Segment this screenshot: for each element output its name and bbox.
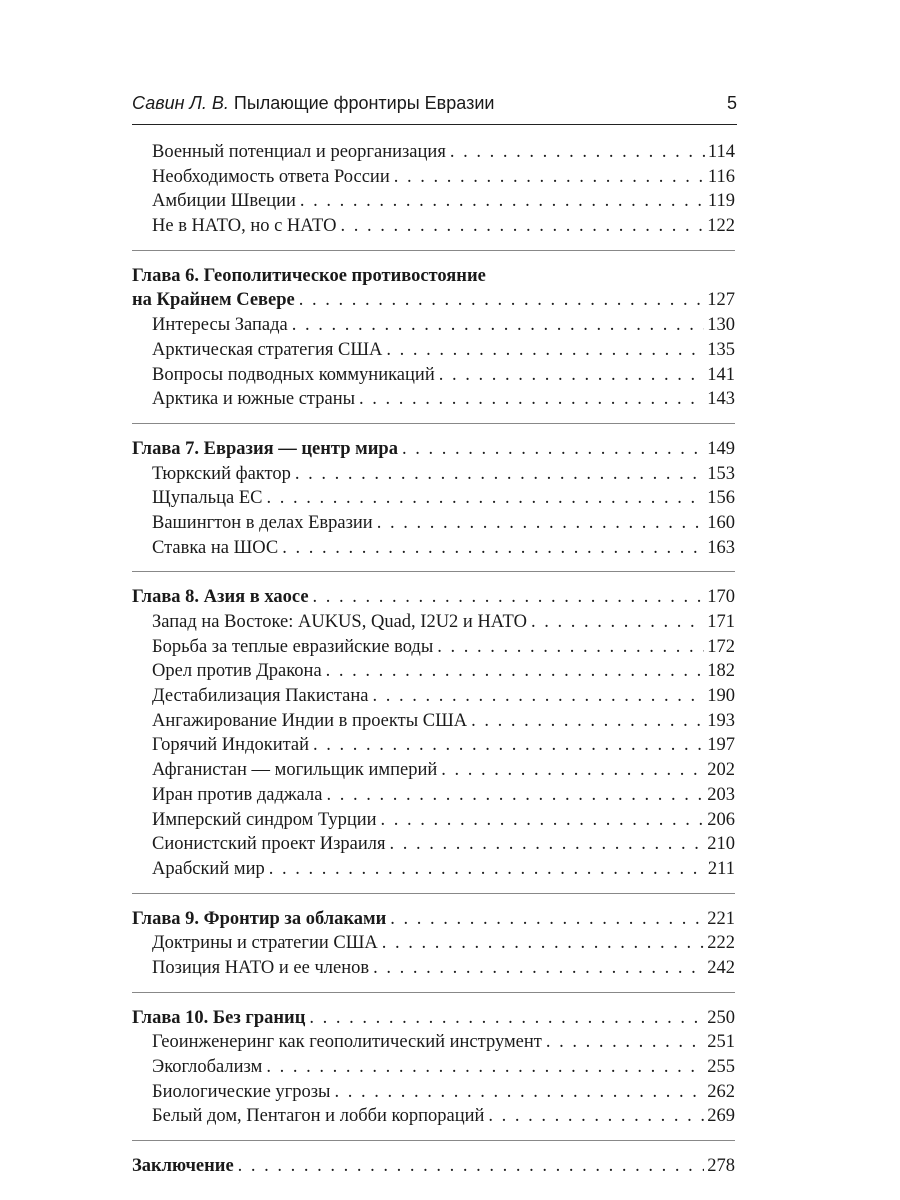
toc-entry[interactable] <box>132 635 735 660</box>
toc-entry-page: 153 <box>707 463 735 484</box>
dot-leader <box>471 709 704 734</box>
dot-leader <box>326 783 704 808</box>
dot-leader <box>299 288 705 313</box>
dot-leader <box>359 387 704 412</box>
toc-entry-page: 163 <box>707 537 735 558</box>
toc-entry-page: 242 <box>707 957 735 978</box>
dot-leader <box>266 1055 704 1080</box>
chapter-page: 127 <box>707 290 735 311</box>
chapter-title: Глава 7. Евразия — центр мира <box>132 438 398 459</box>
toc-entry-page: 190 <box>707 686 735 707</box>
dot-leader <box>295 462 704 487</box>
toc-entry-title: Горячий Индокитай <box>152 735 310 756</box>
toc-entry-page: 172 <box>707 636 735 657</box>
toc-entry-page: 202 <box>707 760 735 781</box>
dot-leader <box>546 1030 704 1055</box>
dot-leader <box>309 1006 704 1031</box>
toc-entry-title: Интересы Запада <box>152 315 288 336</box>
toc-entry-page: 269 <box>707 1106 735 1127</box>
toc-entry[interactable] <box>132 659 735 684</box>
dot-leader <box>340 214 704 239</box>
dot-leader <box>373 956 704 981</box>
dot-leader <box>531 610 704 635</box>
dot-leader <box>390 832 705 857</box>
toc-entry[interactable] <box>132 189 735 214</box>
toc-entry[interactable] <box>132 832 735 857</box>
toc-entry-page: 141 <box>707 364 735 385</box>
toc-entry-title: Запад на Востоке: AUKUS, Quad, I2U2 и НАТО <box>152 612 527 632</box>
toc-entry-page: 251 <box>707 1032 735 1053</box>
toc-entry[interactable] <box>132 387 735 412</box>
toc-entry-page: 119 <box>707 191 735 212</box>
author-name: Савин Л. В. <box>132 92 229 113</box>
toc-entry[interactable] <box>132 931 735 956</box>
toc-entry[interactable] <box>132 1080 735 1105</box>
toc-entry-page: 262 <box>707 1081 735 1102</box>
toc-entry-title: Необходимость ответа России <box>152 166 390 187</box>
chapter-title-line1[interactable]: Глава 6. Геополитическое противостояние <box>132 265 486 286</box>
dot-leader <box>441 758 704 783</box>
chapter-entry[interactable] <box>132 1154 735 1179</box>
toc-entry-title: Имперский синдром Турции <box>152 809 377 830</box>
toc-entry-title: Сионистский проект Израиля <box>152 834 386 855</box>
toc-entry-page: 116 <box>707 166 735 187</box>
toc-entry[interactable] <box>132 1055 735 1080</box>
section-divider <box>132 992 735 993</box>
dot-leader <box>377 511 705 536</box>
dot-leader <box>386 338 704 363</box>
chapter-title: Глава 9. Фронтир за облаками <box>132 908 387 929</box>
toc-entry-title: Геоинженеринг как геополитический инструмент <box>152 1032 542 1053</box>
table-of-contents <box>132 140 735 1179</box>
chapter-entry[interactable] <box>132 437 735 462</box>
section-divider <box>132 571 735 572</box>
dot-leader <box>313 585 705 610</box>
toc-entry-title: Биологические угрозы <box>152 1081 331 1102</box>
running-head <box>132 88 737 118</box>
toc-entry-page: 160 <box>707 512 735 533</box>
toc-entry-title: Амбиции Швеции <box>152 191 296 212</box>
toc-entry-title: Ставка на ШОС <box>152 537 279 558</box>
toc-entry[interactable] <box>132 462 735 487</box>
dot-leader <box>372 684 704 709</box>
toc-entry-title: Вашингтон в делах Евразии <box>152 512 373 533</box>
dot-leader <box>437 635 704 660</box>
toc-entry-title: Орел против Дракона <box>152 661 322 682</box>
dot-leader <box>282 536 704 561</box>
toc-entry-page: 206 <box>707 809 735 830</box>
toc-entry-title: Борьба за теплые евразийские воды <box>152 636 434 657</box>
toc-entry-page: 171 <box>707 612 735 632</box>
chapter-page: 221 <box>707 908 735 929</box>
toc-entry[interactable] <box>132 363 735 388</box>
chapter-page: 278 <box>707 1156 735 1177</box>
toc-entry-title: Белый дом, Пентагон и лобби корпораций <box>152 1106 485 1127</box>
toc-entry-page: 222 <box>707 933 735 954</box>
toc-entry-title: Арктика и южные страны <box>152 389 356 410</box>
toc-entry[interactable] <box>132 140 735 165</box>
dot-leader <box>335 1080 705 1105</box>
toc-entry[interactable] <box>132 857 735 882</box>
chapter-title: на Крайнем Севере <box>132 290 295 311</box>
toc-entry[interactable] <box>132 758 735 783</box>
dot-leader <box>402 437 704 462</box>
toc-entry[interactable] <box>132 486 735 511</box>
dot-leader <box>382 931 705 956</box>
toc-entry[interactable] <box>132 165 735 190</box>
chapter-page: 149 <box>707 438 735 459</box>
section-divider <box>132 423 735 424</box>
toc-entry-title: Щупальца ЕС <box>152 488 263 509</box>
dot-leader <box>390 907 704 932</box>
dot-leader <box>326 659 705 684</box>
toc-entry[interactable] <box>132 684 735 709</box>
toc-entry-page: 130 <box>707 315 735 336</box>
dot-leader <box>238 1154 705 1179</box>
toc-entry-title: Ангажирование Индии в проекты США <box>152 710 468 731</box>
dot-leader <box>269 857 705 882</box>
toc-entry-title: Афганистан — могильщик империй <box>152 760 438 781</box>
toc-entry[interactable] <box>132 1104 735 1129</box>
toc-entry[interactable] <box>132 338 735 363</box>
dot-leader <box>439 363 705 388</box>
toc-entry-title: Арктическая стратегия США <box>152 339 383 360</box>
toc-entry[interactable] <box>132 536 735 561</box>
chapter-title: Заключение <box>132 1156 234 1177</box>
toc-entry-title: Экоглобализм <box>152 1057 263 1077</box>
dot-leader <box>394 165 705 190</box>
section-divider <box>132 893 735 894</box>
toc-entry[interactable] <box>132 956 735 981</box>
chapter-entry[interactable] <box>132 1006 735 1031</box>
dot-leader <box>292 313 705 338</box>
toc-entry[interactable] <box>132 313 735 338</box>
section-divider <box>132 250 735 251</box>
chapter-entry[interactable] <box>132 907 735 932</box>
toc-entry-title: Вопросы подводных коммуникаций <box>152 364 435 385</box>
dot-leader <box>313 733 704 758</box>
dot-leader <box>450 140 705 165</box>
section-divider <box>132 1140 735 1141</box>
chapter-page: 250 <box>707 1007 735 1028</box>
toc-entry[interactable] <box>132 733 735 758</box>
running-head-title <box>132 93 494 114</box>
chapter-entry[interactable] <box>132 585 735 610</box>
toc-entry-title: Иран против даджала <box>152 784 323 805</box>
toc-entry-page: 255 <box>707 1057 735 1077</box>
chapter-page: 170 <box>707 587 735 608</box>
toc-entry[interactable] <box>132 511 735 536</box>
toc-entry-title: Позиция НАТО и ее членов <box>152 957 370 978</box>
toc-entry-title: Дестабилизация Пакистана <box>152 686 369 707</box>
toc-entry-page: 203 <box>707 784 735 805</box>
dot-leader <box>488 1104 704 1129</box>
toc-entry-page: 156 <box>707 488 735 509</box>
toc-entry-title: Военный потенциал и реорганизация <box>152 142 446 162</box>
toc-entry-page: 122 <box>707 216 735 237</box>
toc-entry[interactable] <box>132 808 735 833</box>
toc-entry[interactable] <box>132 1030 735 1055</box>
toc-entry-page: 114 <box>707 142 735 162</box>
toc-entry-page: 193 <box>707 710 735 731</box>
chapter-title: Глава 10. Без границ <box>132 1007 306 1028</box>
toc-entry-title: Доктрины и стратегии США <box>152 933 378 954</box>
toc-entry-page: 182 <box>707 661 735 682</box>
chapter-title: Глава 8. Азия в хаосе <box>132 587 309 608</box>
toc-entry-title: Арабский мир <box>152 858 265 879</box>
toc-entry[interactable] <box>132 214 735 239</box>
chapter-entry[interactable] <box>132 288 735 313</box>
dot-leader <box>300 189 705 214</box>
toc-entry-title: Не в НАТО, но с НАТО <box>152 216 337 237</box>
toc-entry-title: Тюркский фактор <box>152 463 291 484</box>
toc-entry-page: 197 <box>707 735 735 756</box>
dot-leader <box>266 486 704 511</box>
toc-entry[interactable] <box>132 783 735 808</box>
dot-leader <box>381 808 705 833</box>
toc-entry-page: 210 <box>707 834 735 855</box>
toc-entry-page: 135 <box>707 339 735 360</box>
page-number: 5 <box>726 92 737 113</box>
toc-entry-page: 143 <box>707 389 735 410</box>
book-title: Пылающие фронтиры Евразии <box>233 92 495 113</box>
header-rule <box>132 124 737 125</box>
toc-entry[interactable] <box>132 610 735 635</box>
toc-entry-page: 211 <box>707 858 735 879</box>
toc-entry[interactable] <box>132 709 735 734</box>
